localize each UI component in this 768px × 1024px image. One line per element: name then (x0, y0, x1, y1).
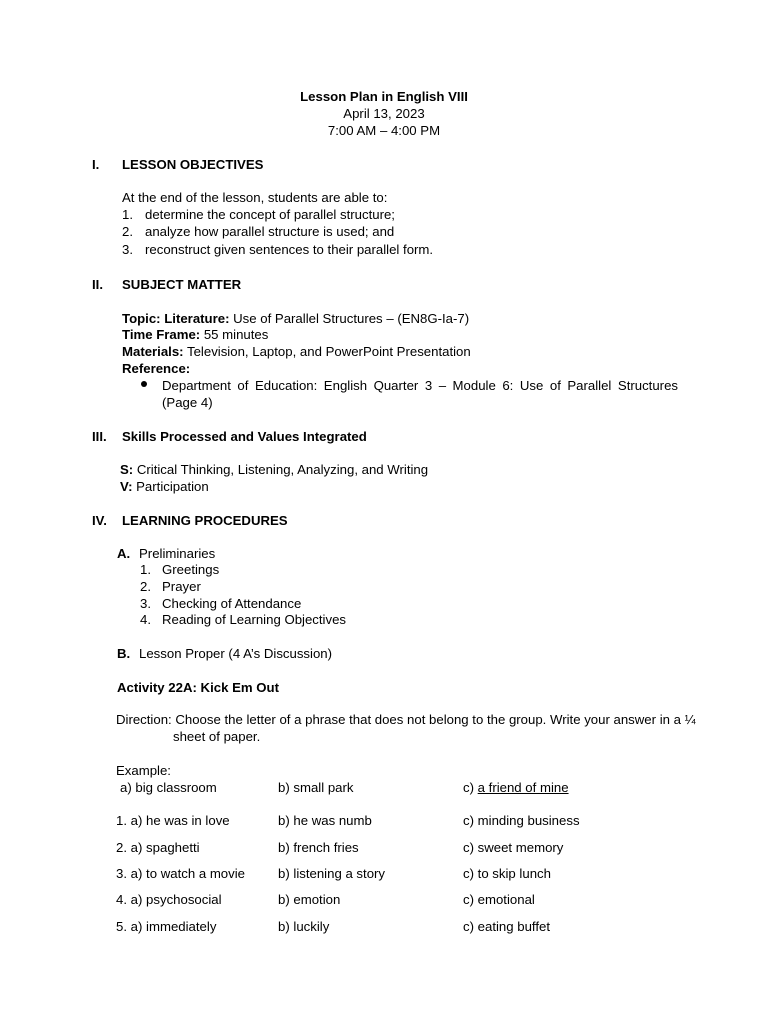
materials-line (122, 343, 471, 360)
item-5-option-b: b) luckily (278, 919, 330, 934)
activity-title: Activity 22A: Kick Em Out (117, 680, 279, 695)
item-2-option-b: b) french fries (278, 840, 359, 855)
section1-numeral: I. (92, 157, 100, 172)
preliminary-1-text: Greetings (162, 562, 220, 577)
values-label: V: (120, 479, 133, 494)
section3-numeral: III. (92, 429, 107, 444)
topic-label: Topic: Literature: (122, 311, 230, 326)
section2-heading: SUBJECT MATTER (122, 277, 242, 292)
time-frame-line (122, 326, 268, 343)
item-2-option-c: c) sweet memory (463, 840, 564, 855)
doc-title: Lesson Plan in English VIII (300, 89, 468, 104)
example-option-c-prefix: c) (463, 780, 478, 795)
objectives-intro: At the end of the lesson, students are able to: (122, 190, 388, 205)
objective-2-text: analyze how parallel structure is used; and (145, 224, 395, 239)
topic-value: Use of Parallel Structures – (EN8G-Ia-7) (229, 311, 470, 326)
time-frame-value: 55 minutes (200, 327, 269, 342)
item-2-option-a: 2. a) spaghetti (116, 840, 200, 855)
item-1-option-c: c) minding business (463, 813, 580, 828)
doc-date: April 13, 2023 (343, 106, 425, 121)
item-5-option-a: 5. a) immediately (116, 919, 217, 934)
subsection-b-title: Lesson Proper (4 A’s Discussion) (139, 646, 333, 661)
materials-label: Materials: (122, 344, 184, 359)
preliminary-1-num: 1. (140, 562, 151, 577)
section2-numeral: II. (92, 277, 103, 292)
objective-1-num: 1. (122, 207, 133, 222)
reference-item: Department of Education: English Quarter 3 – Module 6: Use of Parallel Structures (Page 4) (162, 378, 678, 410)
item-1-option-b: b) he was numb (278, 813, 372, 828)
section3-heading: Skills Processed and Values Integrated (122, 429, 367, 444)
item-4-option-b: b) emotion (278, 892, 341, 907)
section1-heading: LESSON OBJECTIVES (122, 157, 264, 172)
item-5-option-c: c) eating buffet (463, 919, 550, 934)
topic-line (122, 310, 469, 327)
subsection-b-letter: B. (117, 646, 131, 661)
preliminary-3-num: 3. (140, 596, 151, 611)
values-value: Participation (132, 479, 209, 494)
preliminary-4-num: 4. (140, 612, 151, 627)
subsection-a-letter: A. (117, 546, 131, 561)
item-3-option-a: 3. a) to watch a movie (116, 866, 246, 881)
preliminary-2-num: 2. (140, 579, 151, 594)
subsection-a-title: Preliminaries (139, 546, 216, 561)
example-option-a: a) big classroom (120, 780, 217, 795)
skills-value: Critical Thinking, Listening, Analyzing, and Writing (133, 462, 429, 477)
reference-label: Reference: (122, 361, 191, 376)
preliminary-4-text: Reading of Learning Objectives (162, 612, 347, 627)
section4-numeral: IV. (92, 513, 107, 528)
example-option-b: b) small park (278, 780, 354, 795)
objective-2-num: 2. (122, 224, 133, 239)
item-3-option-b: b) listening a story (278, 866, 386, 881)
item-4-option-c: c) emotional (463, 892, 535, 907)
objective-1-text: determine the concept of parallel structure; (145, 207, 395, 222)
direction-line-1: Direction: Choose the letter of a phrase that does not belong to the group. Write your answer in a ¼ (116, 712, 696, 727)
values-line (120, 478, 209, 495)
example-option-c (463, 779, 569, 796)
objective-3-text: reconstruct given sentences to their parallel form. (145, 242, 434, 257)
item-3-option-c: c) to skip lunch (463, 866, 551, 881)
skills-label: S: (120, 462, 134, 477)
objective-3-num: 3. (122, 242, 133, 257)
example-answer: a friend of mine (477, 780, 569, 795)
example-label: Example: (116, 763, 171, 778)
skills-line (120, 461, 428, 478)
section4-heading: LEARNING PROCEDURES (122, 513, 288, 528)
direction-line-2: sheet of paper. (173, 729, 261, 744)
time-frame-label: Time Frame: (122, 327, 201, 342)
item-1-option-a: 1. a) he was in love (116, 813, 230, 828)
preliminary-3-text: Checking of Attendance (162, 596, 302, 611)
materials-value: Television, Laptop, and PowerPoint Presentation (183, 344, 471, 359)
bullet-icon (141, 381, 147, 387)
item-4-option-a: 4. a) psychosocial (116, 892, 222, 907)
doc-time: 7:00 AM – 4:00 PM (327, 123, 441, 138)
preliminary-2-text: Prayer (162, 579, 201, 594)
